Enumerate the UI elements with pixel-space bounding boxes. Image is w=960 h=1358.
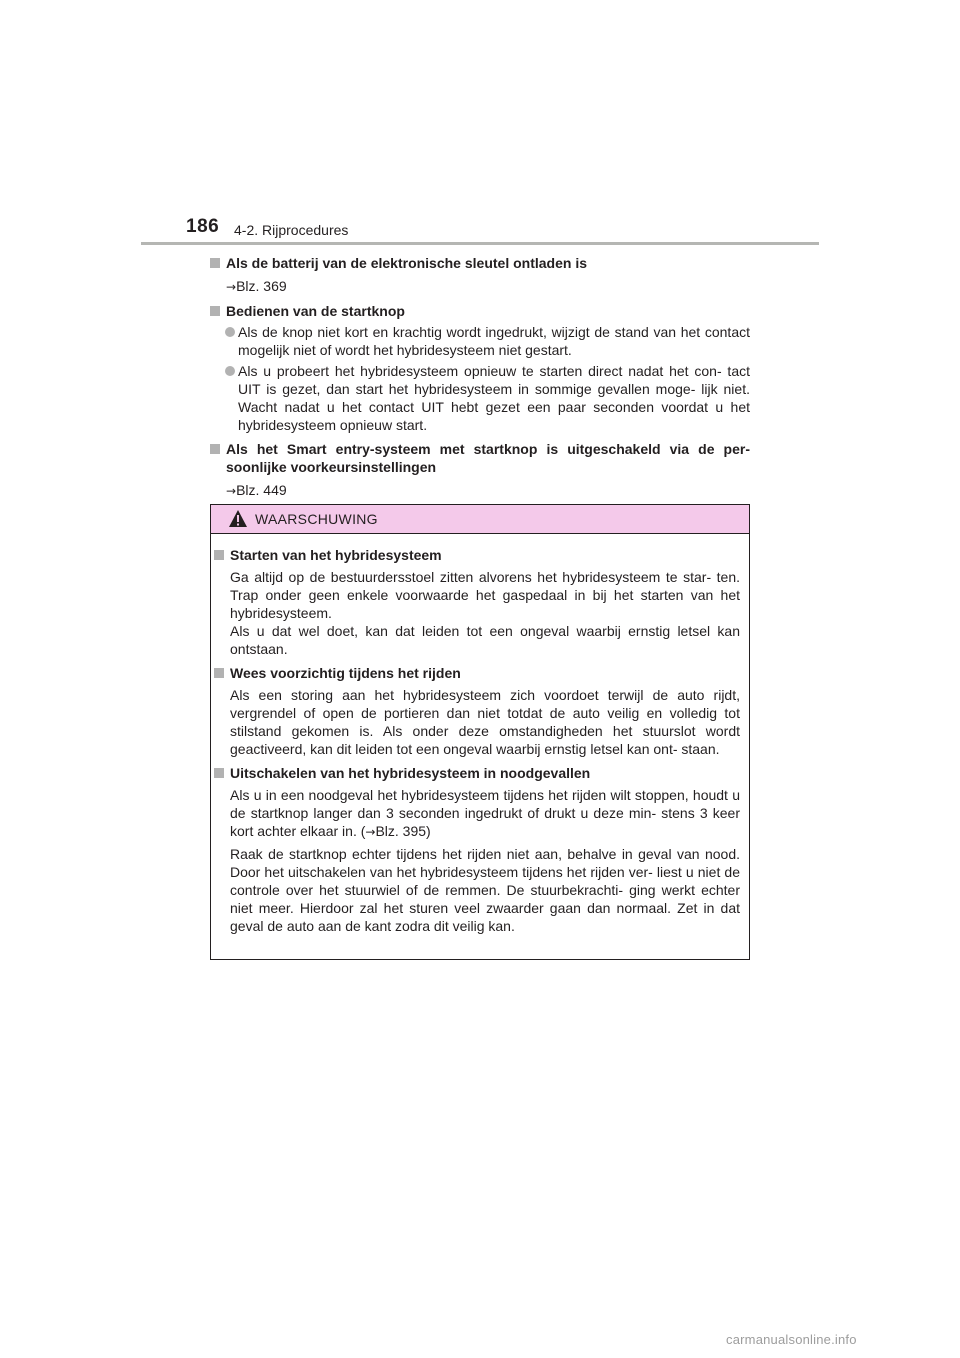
warning-item-heading [214,764,740,782]
section-title: 4-2. Rijprocedures [234,222,349,238]
list-item [210,323,750,359]
square-bullet-icon [214,668,224,678]
warning-header [211,505,749,534]
warning-item-heading [214,664,740,682]
warning-paragraph-text: Als u in een noodgeval het hybridesysteem tijdens het rijden wilt stoppen, houdt u de startknop langer dan 3 seconden ingedrukt of drukt u deze min- stens 3 keer kort achter elkaar in. ( [230,787,740,839]
warning-item-heading-text: Starten van het hybridesysteem [230,547,442,563]
watermark-text: carmanualsonline.info [726,1332,857,1347]
square-bullet-icon [214,768,224,778]
list-item-text: Als de knop niet kort en krachtig wordt ingedrukt, wijzigt de stand van het contact mogelijk niet of wordt het hybridesysteem niet gestart. [238,324,750,358]
section-heading [210,440,750,476]
section-heading-text: Bedienen van de startknop [226,303,405,319]
page-reference [210,481,750,500]
round-bullet-icon [225,327,235,337]
section-heading [210,254,750,272]
warning-item-heading-text: Uitschakelen van het hybridesysteem in noodgevallen [230,765,591,781]
list-item-text: Als u probeert het hybridesysteem opnieuw te starten direct nadat het con- tact UIT is gezet, dan start het hybridesysteem in sommige gevallen moge- lijk niet. Wacht nadat u het contact UIT hebt gezet een paar seconden voordat u het hybridesysteem opnieuw start. [238,363,750,433]
square-bullet-icon [214,550,224,560]
main-content [210,254,750,500]
arrow-right-icon: → [226,280,237,294]
square-bullet-icon [210,306,220,316]
arrow-right-icon: → [365,825,376,839]
warning-paragraph: Raak de startknop echter tijdens het rijden niet aan, behalve in geval van nood. Door het uitschakelen van het hybridesysteem tijdens het rijden ver- liest u niet de controle over het stuurwiel of de remmen. De stuurbekrachti- ging werkt echter niet meer. Hierdoor zal het sturen veel zwaarder gaan dan normaal. Zet in dat geval de auto aan de kant zodra dit veilig kan. [230,846,740,934]
warning-title: WAARSCHUWING [255,511,378,527]
square-bullet-icon [210,258,220,268]
warning-triangle-icon [228,509,248,528]
section-heading-text: Als de batterij van de elektronische sleutel ontladen is [226,255,587,271]
warning-item-heading [214,546,740,564]
warning-paragraph [214,786,740,841]
square-bullet-icon [210,444,220,454]
section-heading [210,302,750,320]
section-heading-text: Als het Smart entry-systeem met startknop is uitgeschakeld via de per- soonlijke voorkeursinstellingen [226,441,750,475]
warning-paragraph: Als een storing aan het hybridesysteem zich voordoet terwijl de auto rijdt, vergrendel of open de portieren dan niet totdat de auto veilig en volledig tot stilstand gekomen is. Als onder deze omstandigheden het stuurslot wordt geactiveerd, kan dit leiden tot een ongeval waarbij ernstig letsel kan ont- staan. [230,687,740,757]
arrow-right-icon: → [226,484,237,498]
round-bullet-icon [225,366,235,376]
warning-paragraph: Ga altijd op de bestuurdersstoel zitten alvorens het hybridesysteem te star- ten. Trap onder geen enkele voorwaarde het gaspedaal in bij het starten van het hybridesysteem. [230,569,740,621]
list-item [210,362,750,434]
warning-box [210,504,750,960]
warning-item-heading-text: Wees voorzichtig tijdens het rijden [230,665,461,681]
page-reference [210,277,750,296]
page-number: 186 [186,216,220,237]
page-reference-text: Blz. 395) [375,823,431,839]
page-reference-text: Blz. 449 [236,482,287,498]
warning-body [211,534,749,935]
page-header [0,0,960,250]
header-rule [141,242,819,245]
warning-paragraph: Als u dat wel doet, kan dat leiden tot een ongeval waarbij ernstig letsel kan ontstaan. [230,623,740,657]
page-reference-text: Blz. 369 [236,278,287,294]
